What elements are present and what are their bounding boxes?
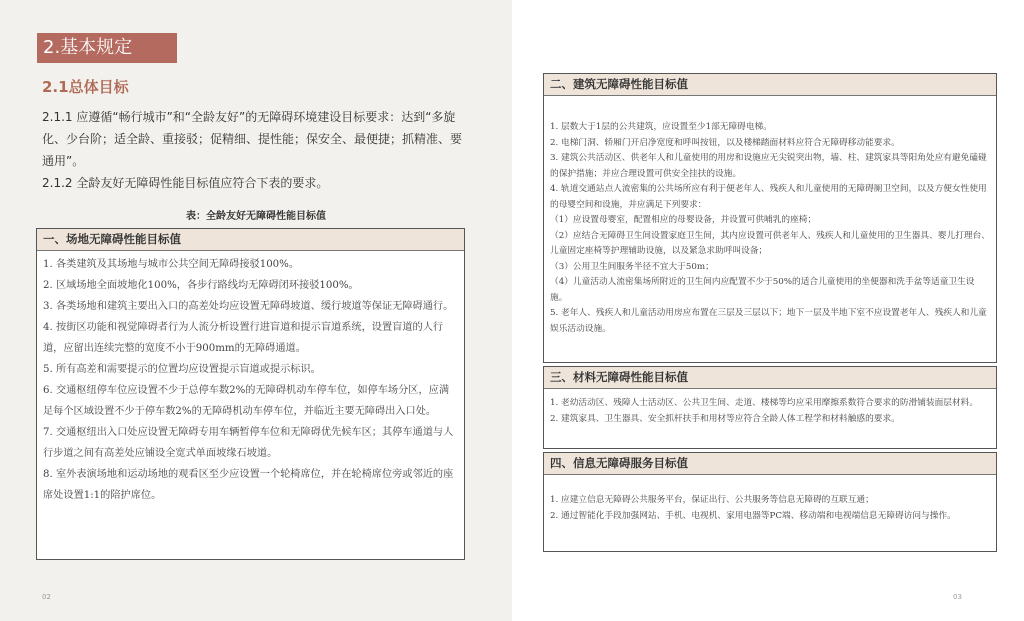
list-item: 4. 轨道交通站点人流密集的公共场所应有利于便老年人、残疾人和儿童使用的无障碍厕卫空间，以及方便女性使用的母婴空间和设施，并应满足下列要求： [550,184,987,210]
list-item: （4）儿童活动人流密集场所附近的卫生间内应配置不少于50%的适合儿童使用的坐便器和洗手盆等适童卫生设施。 [550,277,975,303]
list-item: 2. 通过智能化手段加强网站、手机、电视机、家用电器等PC端、移动端和电视端信息无障碍访问与操作。 [550,510,956,521]
list-item: 1. 层数大于1层的公共建筑，应设置至少1部无障碍电梯。 [550,122,772,132]
list-item: 8. 室外表演场地和运动场地的观看区至少应设置一个轮椅席位，并在轮椅席位旁或邻近的座席处设置1:1的陪护席位。 [43,469,454,501]
subsection-title: 2.1总体目标 [42,78,129,96]
list-item: 2. 区域场地全面坡地化100%，各步行路线均无障碍闭环接驳100%。 [43,280,359,291]
page-number: 03 [953,593,962,601]
box-heading: 三、材料无障碍性能目标值 [544,367,996,389]
list-item: 6. 交通枢纽停车位应设置不少于总停车数2%的无障碍机动车停车位，如停车场分区，应满足每个区域设置不少于停车数2%的无障碍机动车停车位，并临近主要无障碍出入口处。 [43,385,450,417]
list-item: （1）应设置母婴室，配置相应的母婴设备，并设置可供哺乳的座椅； [550,215,817,225]
section-title: 2.基本规定 [37,33,177,63]
list-item: （3）公用卫生间服务半径不宜大于50m； [550,261,714,272]
box-heading: 二、建筑无障碍性能目标值 [544,74,996,96]
material-targets-box [543,366,997,449]
list-item: 3. 各类场地和建筑主要出入口的高差处均应设置无障碍坡道、缓行坡道等保证无障碍通行。 [43,301,454,312]
list-item: 7. 交通枢纽出入口处应设置无障碍专用车辆暂停车位和无障碍优先候车区；其停车通道与人行步道之间有高差处应铺设全宽式单面坡缘石坡道。 [43,427,454,459]
box-body [544,96,996,337]
information-targets-box [543,452,997,552]
box-body [544,475,996,524]
site-targets-box [36,228,465,560]
list-item: 1. 老幼活动区、残障人士活动区、公共卫生间、走道、楼梯等均应采用摩擦系数符合要求的防滑铺装面层材料。 [550,398,979,408]
box-body [37,251,464,506]
list-item: 1. 各类建筑及其场地与城市公共空间无障碍接驳100%。 [43,259,300,270]
list-item: 5. 老年人、残疾人和儿童活动用房应布置在三层及三层以下；地下一层及半地下室不应设置老年人、残疾人和儿童娱乐活动设施。 [550,308,987,334]
building-targets-box [543,73,997,363]
intro-paragraph: 2.1.1 应遵循“畅行城市”和“全龄友好”的无障碍环境建设目标要求：达到“多旋化、少台阶；适全龄、重接驳；促精细、提性能；保安全、最便捷；抓精准、要通用”。 [42,110,463,168]
list-item: 2. 电梯门洞、轿厢门开启净宽度和呼叫按钮，以及楼梯踏面材料应符合无障碍移动能要求。 [550,137,900,148]
list-item: （2）应结合无障碍卫生间设置家庭卫生间，其内应设置可供老年人、残疾人和儿童使用的卫生器具、婴儿打理台、儿童固定座椅等护理辅助设施，以及紧急求助呼叫设备； [550,230,990,256]
list-item: 5. 所有高差和需要提示的位置均应设置提示盲道或提示标识。 [43,364,321,375]
box-body [544,389,996,427]
box-heading: 一、场地无障碍性能目标值 [37,229,464,251]
list-item: 2. 建筑家具、卫生器具、安全抓杆扶手和用材等应符合全龄人体工程学和材料触感的要求。 [550,413,900,424]
intro-paragraph: 2.1.2 全龄友好无障碍性能目标值应符合下表的要求。 [42,176,329,190]
table-caption: 表：全龄友好无障碍性能目标值 [186,211,326,222]
list-item: 4. 按街区功能和视觉障碍者行为人流分析设置行进盲道和提示盲道系统，设置盲道的人行道，应留出连续完整的宽度不小于900mm的无障碍通道。 [43,322,444,354]
box-heading: 四、信息无障碍服务目标值 [544,453,996,475]
list-item: 3. 建筑公共活动区、供老年人和儿童使用的用房和设施应无尖锐突出物，墙、柱、建筑家具等阳角处应有避免磕碰的保护措施；并应合理设置可供安全挂扶的设施。 [550,153,987,179]
page-number: 02 [42,593,51,601]
intro-text [42,106,467,194]
list-item: 1. 应建立信息无障碍公共服务平台，保证出行、公共服务等信息无障碍的互联互通； [550,495,874,505]
